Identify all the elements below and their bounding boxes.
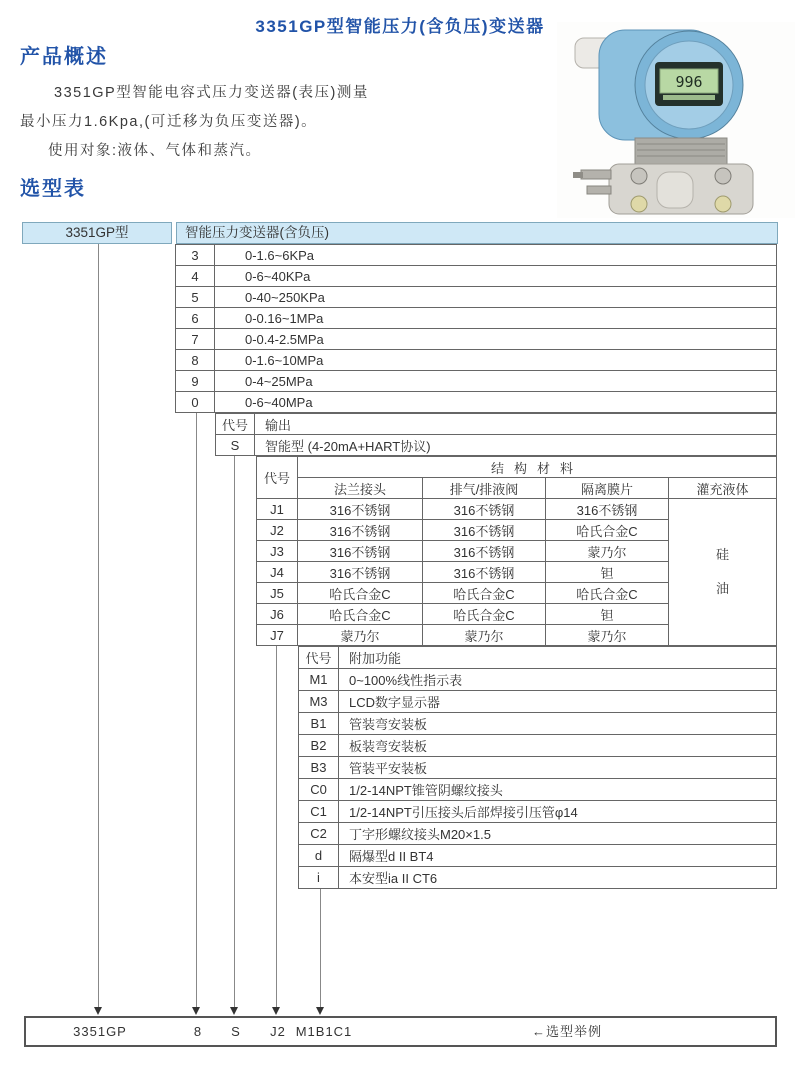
materials-column-header-flange: 法兰接头 xyxy=(298,478,423,499)
flange-bolt xyxy=(631,196,647,212)
range-code-cell: 8 xyxy=(176,350,215,371)
range-code-cell: 6 xyxy=(176,308,215,329)
arrow-down-icon xyxy=(192,1007,200,1015)
example-addon-code: M1B1C1 xyxy=(295,1024,353,1039)
range-row xyxy=(176,329,777,350)
leader-line-material xyxy=(276,646,277,1008)
example-row xyxy=(24,1016,777,1047)
addon-label-cell: 管装平安装板 xyxy=(339,757,777,779)
addon-row xyxy=(299,779,777,801)
addon-code-cell: C1 xyxy=(299,801,339,823)
addon-code-cell: C2 xyxy=(299,823,339,845)
output-label-cell: 智能型 (4-20mA+HART协议) xyxy=(255,435,777,456)
addon-row xyxy=(299,845,777,867)
material-flange-cell: 蒙乃尔 xyxy=(298,625,423,646)
material-diaphragm-cell: 哈氏合金C xyxy=(546,520,669,541)
addon-label-cell: 1/2-14NPT引压接头后部焊接引压管φ14 xyxy=(339,801,777,823)
range-row xyxy=(176,371,777,392)
addon-code-cell: M3 xyxy=(299,691,339,713)
addon-label-cell: 0~100%线性指示表 xyxy=(339,669,777,691)
output-code-cell: S xyxy=(216,435,255,456)
material-flange-cell: 316不锈钢 xyxy=(298,562,423,583)
material-code-cell: J1 xyxy=(257,499,298,520)
leader-line-range xyxy=(196,413,197,1008)
leader-line-output xyxy=(234,456,235,1008)
material-valve-cell: 316不锈钢 xyxy=(423,499,546,520)
addon-label-cell: 1/2-14NPT锥管阴螺纹接头 xyxy=(339,779,777,801)
range-code-cell: 5 xyxy=(176,287,215,308)
overview-line-3: 使用对象:液体、气体和蒸汽。 xyxy=(48,143,262,159)
addon-row xyxy=(299,735,777,757)
range-value-cell: 0-6~40MPa xyxy=(215,392,777,413)
range-value-cell: 0-0.16~1MPa xyxy=(215,308,777,329)
material-diaphragm-cell: 哈氏合金C xyxy=(546,583,669,604)
output-header-row xyxy=(216,414,777,435)
material-diaphragm-cell: 316不锈钢 xyxy=(546,499,669,520)
example-output-code: S xyxy=(231,1024,241,1039)
vent-valve xyxy=(581,170,611,179)
example-material-code: J2 xyxy=(270,1024,286,1039)
output-row xyxy=(216,435,777,456)
model-description-cell: 智能压力变送器(含负压) xyxy=(176,222,778,244)
flange-center xyxy=(657,172,693,208)
addon-code-cell: B2 xyxy=(299,735,339,757)
output-header-cell: 输出 xyxy=(255,414,777,435)
material-flange-cell: 哈氏合金C xyxy=(298,583,423,604)
range-code-cell: 3 xyxy=(176,245,215,266)
material-flange-cell: 哈氏合金C xyxy=(298,604,423,625)
section-heading-selection: 选型表 xyxy=(20,178,86,200)
addons-rows xyxy=(299,669,777,889)
material-diaphragm-cell: 蒙乃尔 xyxy=(546,541,669,562)
addons-code-header-cell: 代号 xyxy=(299,647,339,669)
material-code-cell: J2 xyxy=(257,520,298,541)
addons-header-row xyxy=(299,647,777,669)
range-value-cell: 0-6~40KPa xyxy=(215,266,777,287)
leader-line-addon xyxy=(320,889,321,1008)
example-range-code: 8 xyxy=(193,1024,203,1039)
overview-line-2: 最小压力1.6Kpa,(可迁移为负压变送器)。 xyxy=(20,114,318,130)
range-row xyxy=(176,350,777,371)
materials-table xyxy=(256,456,777,646)
range-code-cell: 9 xyxy=(176,371,215,392)
addon-label-cell: 本安型ia II CT6 xyxy=(339,867,777,889)
material-valve-cell: 蒙乃尔 xyxy=(423,625,546,646)
range-code-cell: 7 xyxy=(176,329,215,350)
materials-column-header-fill: 灌充液体 xyxy=(669,478,777,499)
material-flange-cell: 316不锈钢 xyxy=(298,520,423,541)
example-note: ←选型举例 xyxy=(532,1024,603,1039)
material-diaphragm-cell: 蒙乃尔 xyxy=(546,625,669,646)
product-photo xyxy=(557,22,795,218)
material-code-cell: J7 xyxy=(257,625,298,646)
addon-label-cell: 管装弯安装板 xyxy=(339,713,777,735)
range-value-cell: 0-1.6~10MPa xyxy=(215,350,777,371)
addon-label-cell: 丁字形螺纹接头M20×1.5 xyxy=(339,823,777,845)
arrow-down-icon xyxy=(272,1007,280,1015)
range-row xyxy=(176,308,777,329)
section-heading-overview: 产品概述 xyxy=(20,46,108,68)
material-valve-cell: 哈氏合金C xyxy=(423,604,546,625)
material-code-cell: J3 xyxy=(257,541,298,562)
addon-label-cell: 隔爆型d II BT4 xyxy=(339,845,777,867)
addon-code-cell: i xyxy=(299,867,339,889)
addon-row xyxy=(299,867,777,889)
addon-row xyxy=(299,757,777,779)
lcd-value: 996 xyxy=(675,73,703,91)
material-code-cell: J6 xyxy=(257,604,298,625)
arrow-down-icon xyxy=(94,1007,102,1015)
range-code-cell: 4 xyxy=(176,266,215,287)
material-code-cell: J4 xyxy=(257,562,298,583)
range-row xyxy=(176,287,777,308)
output-rows xyxy=(216,435,777,456)
vent-valve xyxy=(587,186,611,194)
addon-row xyxy=(299,691,777,713)
range-row xyxy=(176,266,777,287)
addon-label-cell: LCD数字显示器 xyxy=(339,691,777,713)
model-header-cell: 3351GP型 xyxy=(22,222,172,244)
addon-row xyxy=(299,669,777,691)
material-code-cell: J5 xyxy=(257,583,298,604)
flange-bolt xyxy=(631,168,647,184)
material-valve-cell: 316不锈钢 xyxy=(423,520,546,541)
material-diaphragm-cell: 钽 xyxy=(546,604,669,625)
overview-line-1: 3351GP型智能电容式压力变送器(表压)测量 xyxy=(54,85,369,101)
range-row xyxy=(176,392,777,413)
material-valve-cell: 316不锈钢 xyxy=(423,541,546,562)
addons-header-cell: 附加功能 xyxy=(339,647,777,669)
material-valve-cell: 316不锈钢 xyxy=(423,562,546,583)
example-model: 3351GP xyxy=(73,1024,127,1039)
materials-code-header-cell: 代号 xyxy=(257,457,298,499)
arrow-down-icon xyxy=(230,1007,238,1015)
material-flange-cell: 316不锈钢 xyxy=(298,541,423,562)
addon-row xyxy=(299,801,777,823)
output-code-header-cell: 代号 xyxy=(216,414,255,435)
fill-fluid-cell xyxy=(669,499,777,646)
range-value-cell: 0-4~25MPa xyxy=(215,371,777,392)
addon-code-cell: B1 xyxy=(299,713,339,735)
range-value-cell: 0-40~250KPa xyxy=(215,287,777,308)
leader-line-model xyxy=(98,244,99,1008)
vent-tip xyxy=(573,172,583,178)
range-code-cell: 0 xyxy=(176,392,215,413)
addons-table xyxy=(298,646,777,889)
page-title: 3351GP型智能压力(含负压)变送器 xyxy=(255,17,545,36)
range-row xyxy=(176,245,777,266)
materials-column-header-valve: 排气/排液阀 xyxy=(423,478,546,499)
addon-code-cell: C0 xyxy=(299,779,339,801)
fill-fluid-label: 硅油 xyxy=(715,547,729,596)
materials-column-header-diaphragm: 隔离膜片 xyxy=(546,478,669,499)
neck-ribbed xyxy=(635,138,727,166)
addon-row xyxy=(299,713,777,735)
lcd-scale-bar xyxy=(663,95,715,100)
addon-row xyxy=(299,823,777,845)
output-table xyxy=(215,413,777,456)
range-table xyxy=(175,244,777,413)
addon-code-cell: M1 xyxy=(299,669,339,691)
addon-label-cell: 板装弯安装板 xyxy=(339,735,777,757)
arrow-down-icon xyxy=(316,1007,324,1015)
flange-bolt xyxy=(715,196,731,212)
range-value-cell: 0-0.4-2.5MPa xyxy=(215,329,777,350)
materials-group-header-cell: 结构材料 xyxy=(298,457,777,478)
addon-code-cell: B3 xyxy=(299,757,339,779)
material-valve-cell: 哈氏合金C xyxy=(423,583,546,604)
addon-code-cell: d xyxy=(299,845,339,867)
material-flange-cell: 316不锈钢 xyxy=(298,499,423,520)
range-value-cell: 0-1.6~6KPa xyxy=(215,245,777,266)
material-diaphragm-cell: 钽 xyxy=(546,562,669,583)
flange-bolt xyxy=(715,168,731,184)
